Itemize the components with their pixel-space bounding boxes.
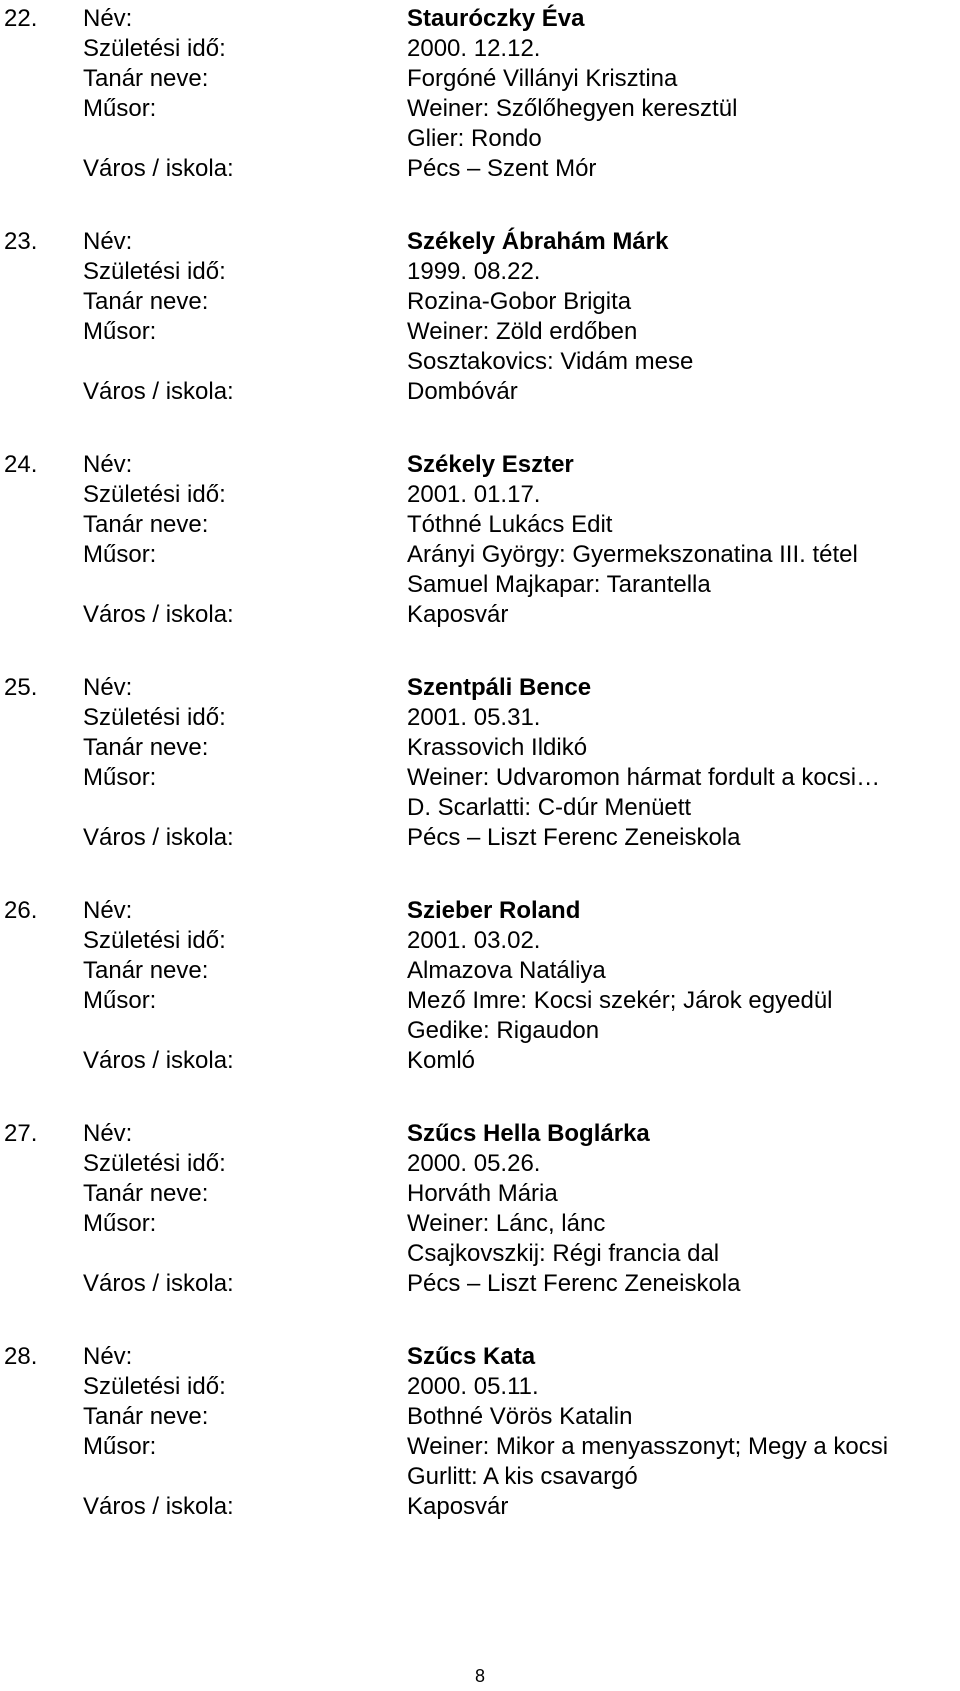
field-value-program-item: Weiner: Mikor a menyasszonyt; Megy a kocsi	[407, 1433, 889, 1460]
field-value-city-school: Kaposvár	[407, 601, 509, 628]
entry-row-name	[0, 227, 960, 257]
field-value-program-item: D. Scarlatti: C-dúr Menüett	[407, 794, 692, 821]
entry-row-birth-date	[0, 926, 960, 956]
entry-row-city-school	[0, 377, 960, 407]
entry-number: 22.	[4, 5, 38, 32]
field-value-birth-date: 2000. 05.26.	[407, 1150, 541, 1177]
entry-row-teacher	[0, 287, 960, 317]
field-value-program-item: Gedike: Rigaudon	[407, 1017, 600, 1044]
entry-row-birth-date	[0, 1372, 960, 1402]
field-value-program-item: Samuel Majkapar: Tarantella	[407, 571, 711, 598]
entry-row-name	[0, 673, 960, 703]
entry-row-program-item	[0, 317, 960, 347]
field-label: Születési idő:	[83, 35, 226, 62]
field-value-teacher: Tóthné Lukács Edit	[407, 511, 613, 538]
field-label: Műsor:	[83, 987, 157, 1014]
field-label: Név:	[83, 1120, 133, 1147]
entry-row-name	[0, 1119, 960, 1149]
field-value-program-item: Gurlitt: A kis csavargó	[407, 1463, 638, 1490]
entry-row-program-item	[0, 1209, 960, 1239]
entry-row-program-item	[0, 94, 960, 124]
field-label: Tanár neve:	[83, 288, 209, 315]
entry-row-program-item	[0, 570, 960, 600]
field-label: Műsor:	[83, 1210, 157, 1237]
field-label: Város / iskola:	[83, 1270, 234, 1297]
field-label: Műsor:	[83, 541, 157, 568]
field-label: Város / iskola:	[83, 824, 234, 851]
entry-row-program-item	[0, 986, 960, 1016]
field-value-program-item: Weiner: Zöld erdőben	[407, 318, 638, 345]
field-label: Név:	[83, 674, 133, 701]
entry-row-program-item	[0, 1462, 960, 1492]
field-value-city-school: Komló	[407, 1047, 476, 1074]
field-label: Tanár neve:	[83, 511, 209, 538]
field-label: Születési idő:	[83, 1373, 226, 1400]
entry-row-name	[0, 1342, 960, 1372]
field-value-city-school: Kaposvár	[407, 1493, 509, 1520]
field-value-program-item: Weiner: Udvaromon hármat fordult a kocsi…	[407, 764, 881, 791]
entry-row-program-item	[0, 347, 960, 377]
field-label: Születési idő:	[83, 927, 226, 954]
field-value-program-item: Weiner: Lánc, lánc	[407, 1210, 606, 1237]
entry-row-birth-date	[0, 1149, 960, 1179]
field-label: Tanár neve:	[83, 957, 209, 984]
field-label: Tanár neve:	[83, 734, 209, 761]
entry-row-teacher	[0, 1402, 960, 1432]
field-value-program-item: Weiner: Szőlőhegyen keresztül	[407, 95, 738, 122]
entry-row-teacher	[0, 956, 960, 986]
field-value-teacher: Krassovich Ildikó	[407, 734, 588, 761]
entry-number: 28.	[4, 1343, 38, 1370]
field-label: Város / iskola:	[83, 601, 234, 628]
field-value-teacher: Bothné Vörös Katalin	[407, 1403, 633, 1430]
entry-row-city-school	[0, 1269, 960, 1299]
field-value-teacher: Horváth Mária	[407, 1180, 558, 1207]
field-label: Tanár neve:	[83, 65, 209, 92]
field-label: Város / iskola:	[83, 1047, 234, 1074]
field-label: Tanár neve:	[83, 1403, 209, 1430]
entry-number: 26.	[4, 897, 38, 924]
field-value-name: Szentpáli Bence	[407, 674, 592, 701]
field-value-program-item: Csajkovszkij: Régi francia dal	[407, 1240, 720, 1267]
field-value-program-item: Arányi György: Gyermekszonatina III. tétel	[407, 541, 858, 568]
field-value-program-item: Sosztakovics: Vidám mese	[407, 348, 694, 375]
field-value-city-school: Dombóvár	[407, 378, 518, 405]
entry-row-teacher	[0, 64, 960, 94]
field-value-city-school: Pécs – Liszt Ferenc Zeneiskola	[407, 824, 741, 851]
entry-number: 23.	[4, 228, 38, 255]
field-value-teacher: Forgóné Villányi Krisztina	[407, 65, 678, 92]
field-value-program-item: Mező Imre: Kocsi szekér; Járok egyedül	[407, 987, 833, 1014]
entry-row-program-item	[0, 763, 960, 793]
field-label: Műsor:	[83, 318, 157, 345]
field-value-birth-date: 2001. 03.02.	[407, 927, 541, 954]
field-value-program-item: Glier: Rondo	[407, 125, 542, 152]
field-value-name: Szűcs Kata	[407, 1343, 536, 1370]
field-value-birth-date: 2000. 05.11.	[407, 1373, 539, 1400]
field-label: Születési idő:	[83, 481, 226, 508]
field-label: Tanár neve:	[83, 1180, 209, 1207]
entry-row-program-item	[0, 540, 960, 570]
entry-number: 24.	[4, 451, 38, 478]
field-label: Születési idő:	[83, 1150, 226, 1177]
field-value-name: Stauróczky Éva	[407, 5, 585, 32]
entry-number: 25.	[4, 674, 38, 701]
field-label: Műsor:	[83, 1433, 157, 1460]
entry-row-program-item	[0, 124, 960, 154]
entry-row-teacher	[0, 510, 960, 540]
field-label: Név:	[83, 228, 133, 255]
field-label: Város / iskola:	[83, 155, 234, 182]
field-value-name: Szűcs Hella Boglárka	[407, 1120, 650, 1147]
field-value-teacher: Rozina-Gobor Brigita	[407, 288, 632, 315]
entry-row-birth-date	[0, 703, 960, 733]
field-value-birth-date: 2001. 01.17.	[407, 481, 541, 508]
field-label: Születési idő:	[83, 258, 226, 285]
entry-number: 27.	[4, 1120, 38, 1147]
page-number: 8	[474, 1666, 485, 1686]
field-value-birth-date: 1999. 08.22.	[407, 258, 541, 285]
entry-row-city-school	[0, 1492, 960, 1522]
field-label: Műsor:	[83, 95, 157, 122]
field-label: Születési idő:	[83, 704, 226, 731]
field-label: Név:	[83, 897, 133, 924]
entry-row-city-school	[0, 600, 960, 630]
entry-row-program-item	[0, 1432, 960, 1462]
entry-row-program-item	[0, 1016, 960, 1046]
entry-row-birth-date	[0, 480, 960, 510]
entry-row-city-school	[0, 154, 960, 184]
field-value-name: Szieber Roland	[407, 897, 581, 924]
entry-row-city-school	[0, 823, 960, 853]
field-value-birth-date: 2001. 05.31.	[407, 704, 541, 731]
field-value-city-school: Pécs – Szent Mór	[407, 155, 597, 182]
entry-row-birth-date	[0, 257, 960, 287]
field-value-name: Székely Ábrahám Márk	[407, 228, 669, 255]
field-value-name: Székely Eszter	[407, 451, 574, 478]
field-label: Név:	[83, 451, 133, 478]
entry-row-program-item	[0, 793, 960, 823]
entry-row-teacher	[0, 733, 960, 763]
entry-row-program-item	[0, 1239, 960, 1269]
field-label: Város / iskola:	[83, 378, 234, 405]
field-label: Név:	[83, 5, 133, 32]
field-label: Név:	[83, 1343, 133, 1370]
field-value-city-school: Pécs – Liszt Ferenc Zeneiskola	[407, 1270, 741, 1297]
entry-row-name	[0, 450, 960, 480]
field-label: Város / iskola:	[83, 1493, 234, 1520]
field-label: Műsor:	[83, 764, 157, 791]
entry-row-city-school	[0, 1046, 960, 1076]
field-value-teacher: Almazova Natáliya	[407, 957, 606, 984]
field-value-birth-date: 2000. 12.12.	[407, 35, 541, 62]
entry-row-teacher	[0, 1179, 960, 1209]
entry-row-name	[0, 4, 960, 34]
entry-row-birth-date	[0, 34, 960, 64]
entry-row-name	[0, 896, 960, 926]
